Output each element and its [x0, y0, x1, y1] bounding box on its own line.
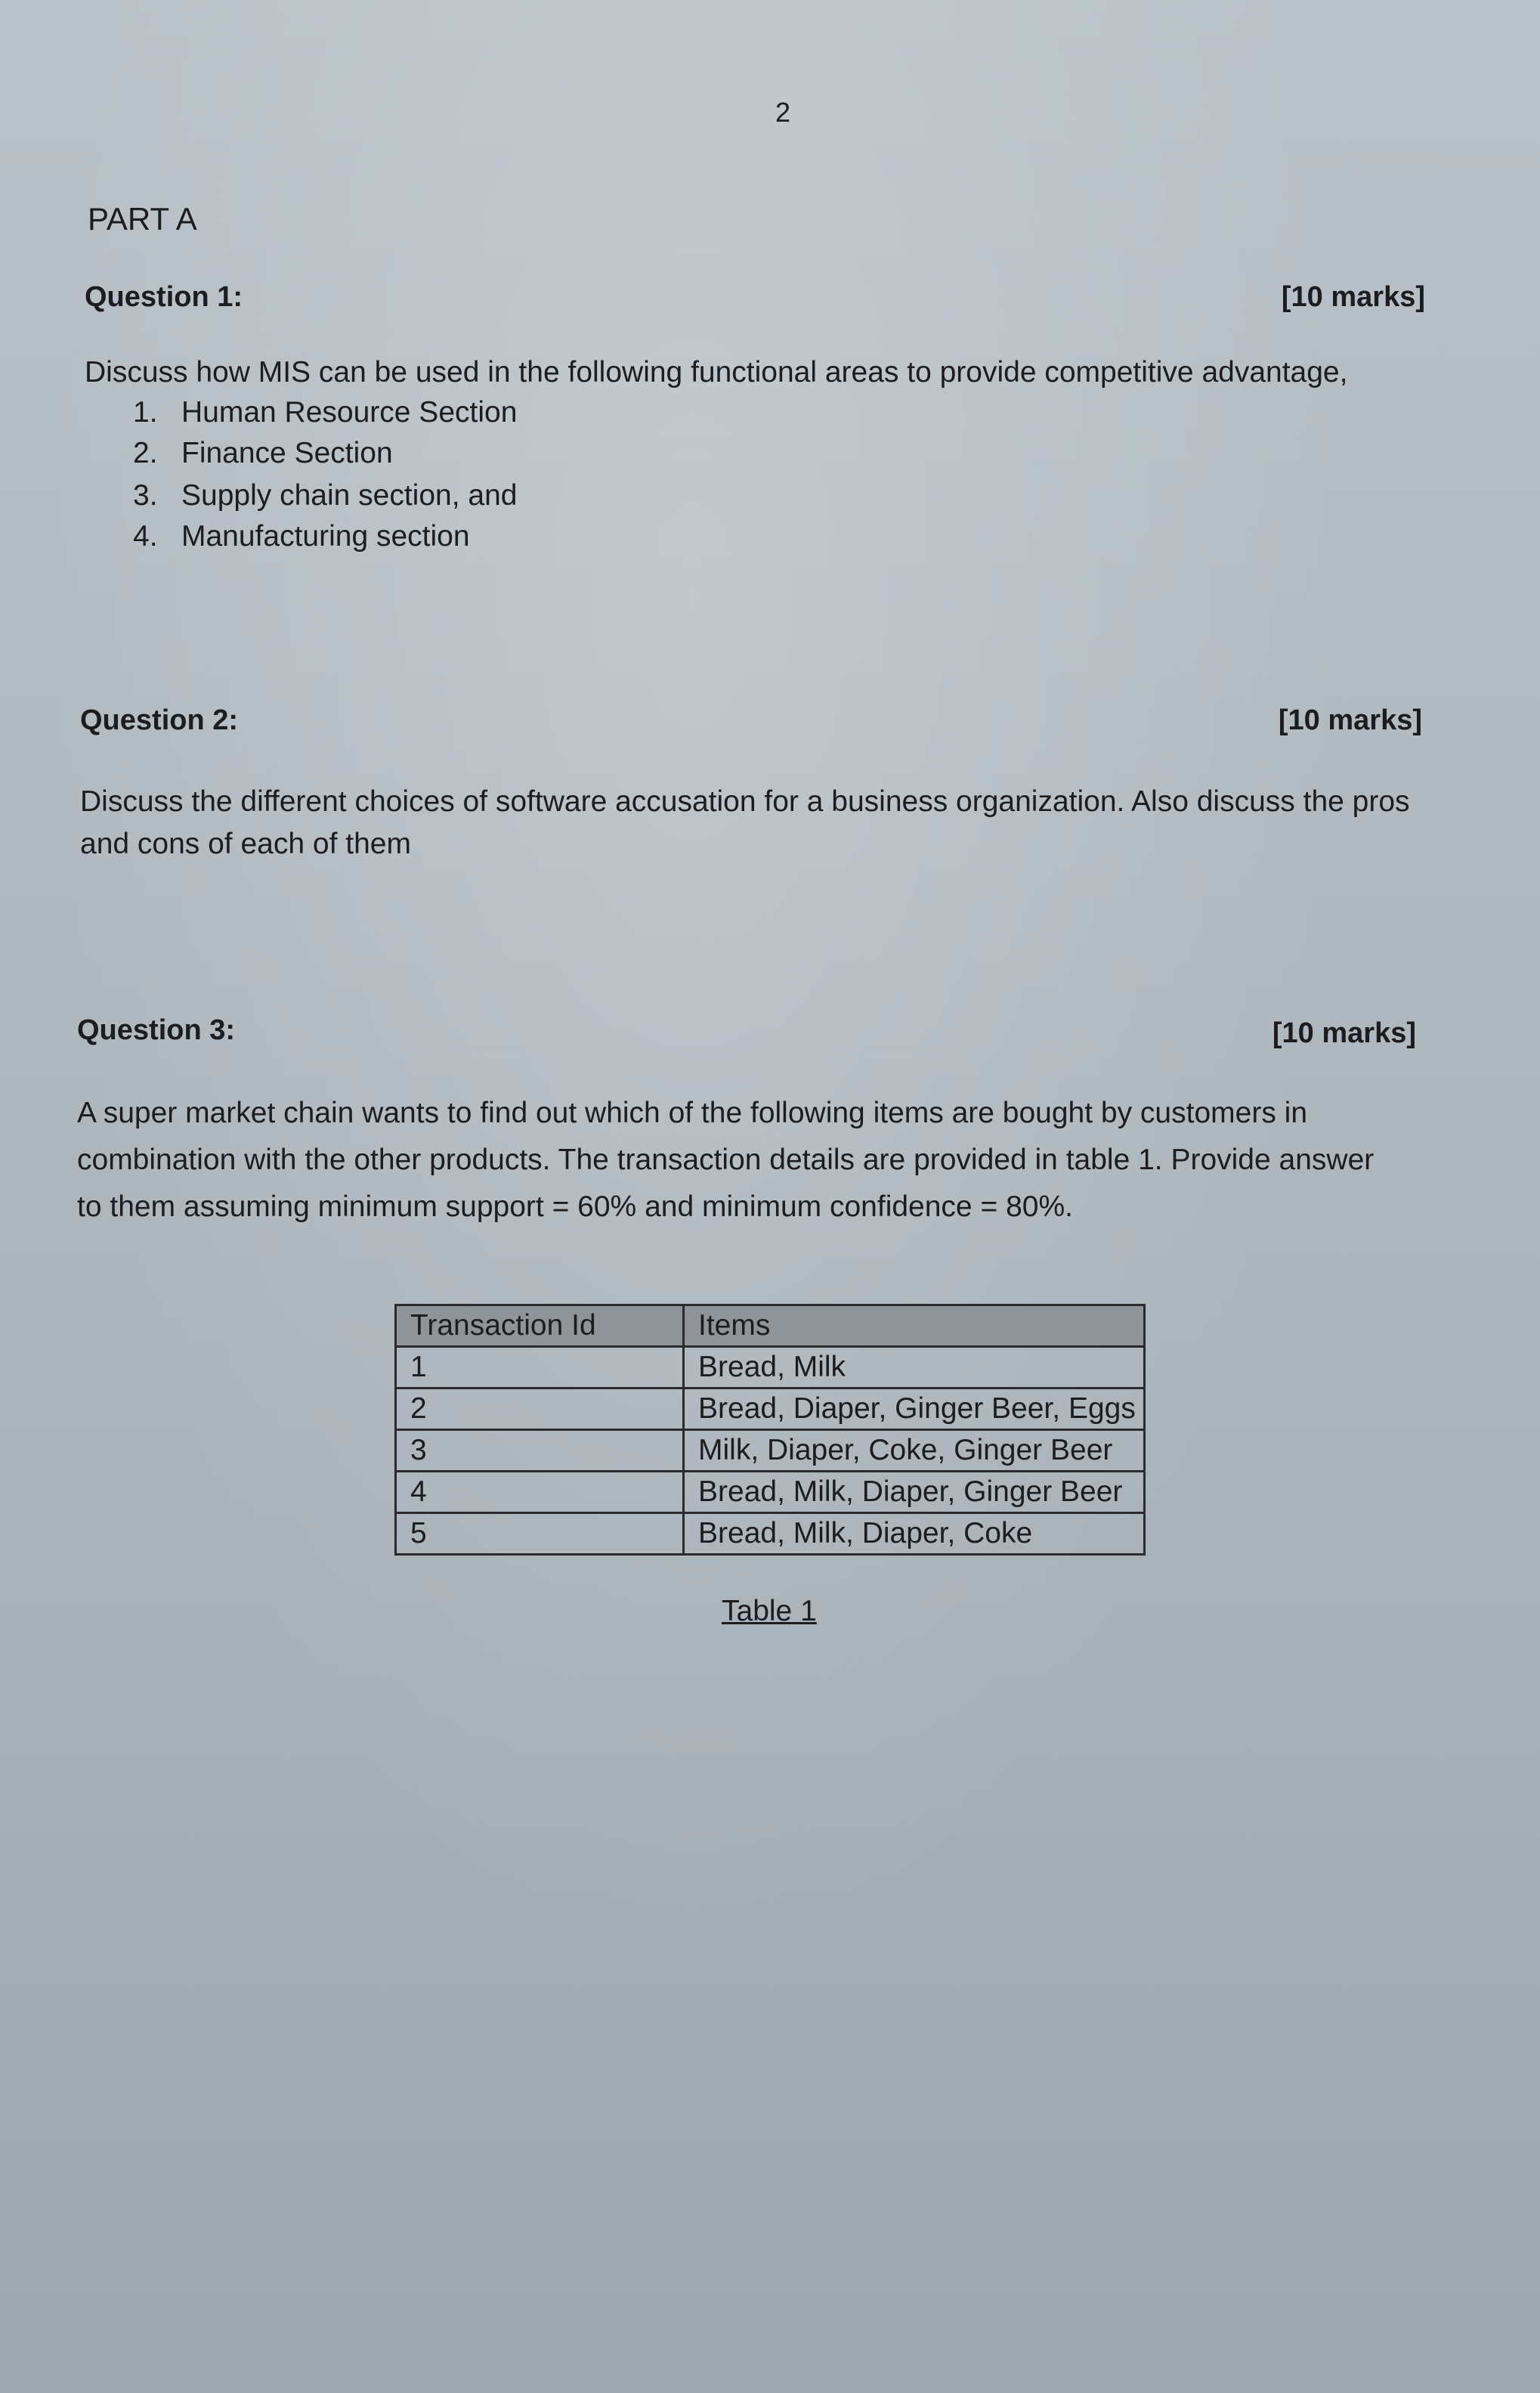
list-number: 4. [133, 520, 158, 553]
list-label: Manufacturing section [181, 520, 470, 553]
transaction-id-cell: 5 [396, 1513, 684, 1555]
header-transaction-id: Transaction Id [396, 1305, 684, 1347]
table-caption: Table 1 [722, 1595, 817, 1627]
list-number: 1. [133, 396, 158, 429]
question-3-marks: [10 marks] [1272, 1017, 1416, 1049]
transaction-id-cell: 2 [396, 1388, 684, 1430]
list-label: Supply chain section, and [181, 479, 518, 512]
question-1-heading: Question 1: [85, 281, 243, 313]
page-number: 2 [775, 97, 791, 128]
list-number: 2. [133, 437, 158, 469]
transaction-id-cell: 3 [396, 1430, 684, 1472]
table-row [396, 1347, 1145, 1388]
question-1-list-item [133, 396, 517, 429]
table-row [396, 1513, 1145, 1555]
items-cell: Milk, Diaper, Coke, Ginger Beer [684, 1430, 1145, 1472]
transaction-id-cell: 1 [396, 1347, 684, 1388]
part-title: PART A [88, 201, 197, 237]
question-3-text-line: to them assuming minimum support = 60% and minimum confidence = 80%. [77, 1190, 1073, 1223]
question-2-text-line: Discuss the different choices of software accusation for a business organization. Also discuss the pros [80, 785, 1410, 818]
transaction-id-cell: 4 [396, 1472, 684, 1513]
table-row [396, 1472, 1145, 1513]
question-2-heading: Question 2: [80, 704, 239, 736]
transactions-table [394, 1304, 1146, 1556]
question-2-marks: [10 marks] [1278, 704, 1422, 736]
table-row [396, 1388, 1145, 1430]
items-cell: Bread, Milk, Diaper, Ginger Beer [684, 1472, 1145, 1513]
list-number: 3. [133, 479, 158, 512]
items-cell: Bread, Milk, Diaper, Coke [684, 1513, 1145, 1555]
question-1-marks: [10 marks] [1281, 281, 1425, 313]
header-items: Items [684, 1305, 1145, 1347]
items-cell: Bread, Milk [684, 1347, 1145, 1388]
list-label: Finance Section [181, 437, 393, 469]
table-row [396, 1430, 1145, 1472]
question-3-heading: Question 3: [77, 1014, 236, 1046]
question-3-text-line: combination with the other products. The transaction details are provided in table 1. Provide answer [77, 1144, 1375, 1176]
question-1-list-item [133, 520, 470, 553]
question-2-text-line: and cons of each of them [80, 828, 411, 860]
question-1-list-item [133, 479, 517, 512]
table-header-row [396, 1305, 1145, 1347]
question-1-text: Discuss how MIS can be used in the following functional areas to provide competitive advantage, [85, 356, 1348, 389]
items-cell: Bread, Diaper, Ginger Beer, Eggs [684, 1388, 1145, 1430]
question-3-text-line: A super market chain wants to find out which of the following items are bought by customers in [77, 1097, 1308, 1129]
question-1-list-item [133, 437, 393, 470]
list-label: Human Resource Section [181, 396, 518, 429]
